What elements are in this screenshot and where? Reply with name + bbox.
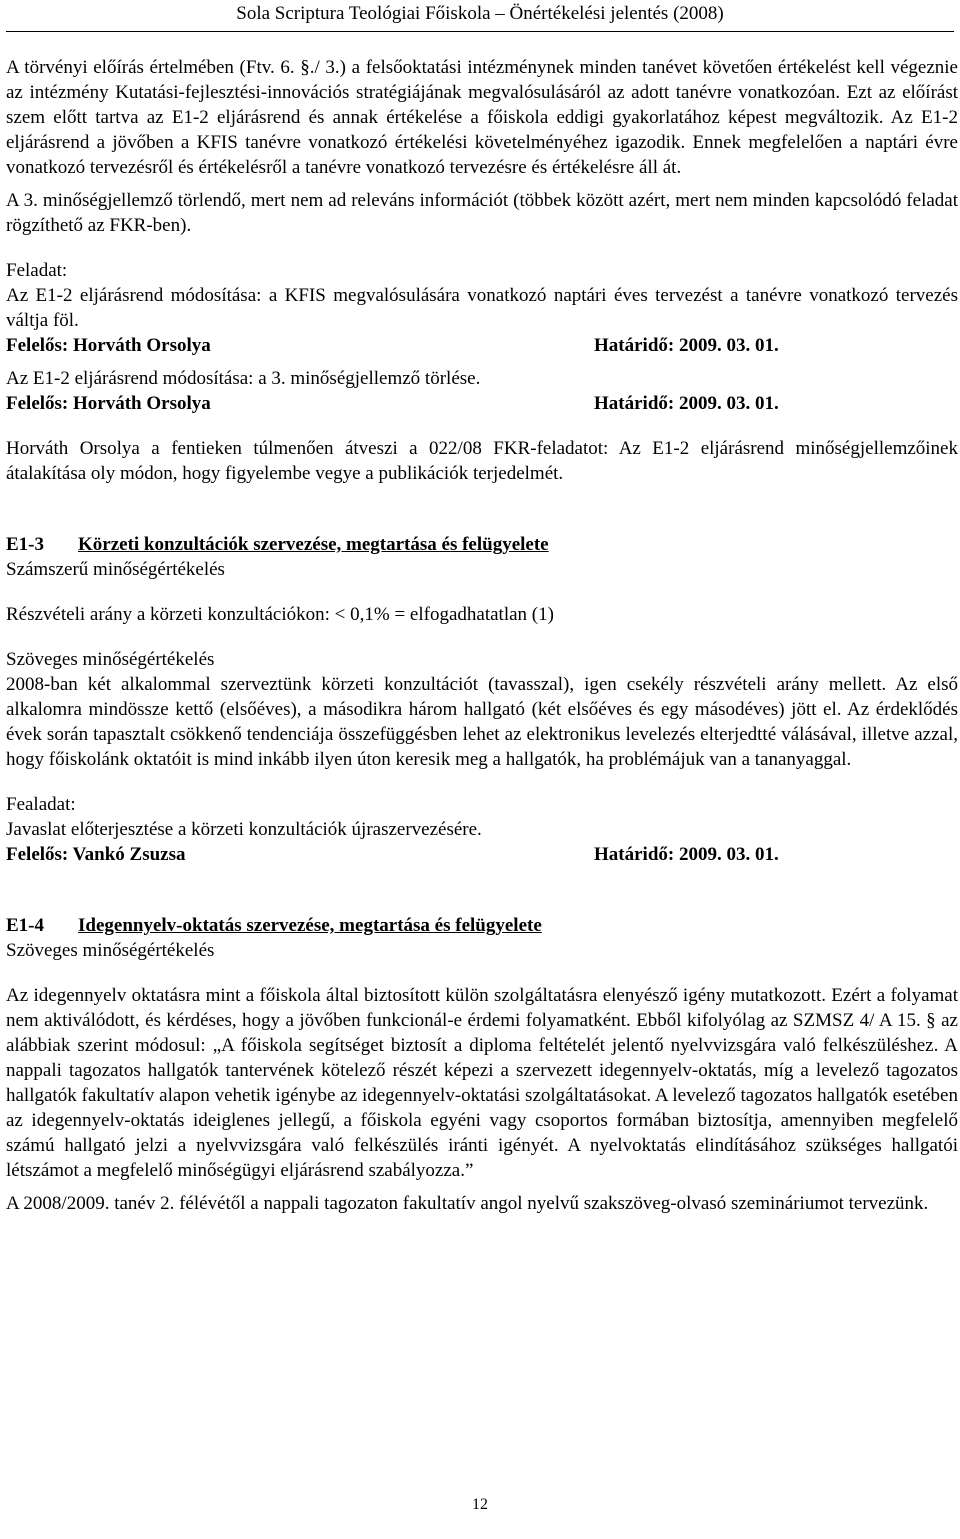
task-label: Feladat: [6,260,68,281]
document-body [6,55,958,1216]
plan-paragraph: A 2008/2009. tanév 2. félévétől a nappali tagozaton fakultatív angol nyelvű szakszöveg-olvasó szemináriumot tervezünk. [6,1193,929,1214]
quantitative-label: Számszerű minőségértékelés [6,559,225,580]
textual-evaluation: 2008-ban két alkalommal szerveztünk körzeti konzultációt (tavasszal), igen csekély részvételi arány mellett. Az első alkalomra mindössze kettő (elsőéves), a másodikra három hallgató (két elsőéves és egy másodéves) jött el. Az érdeklődés évek során tapasztalt csökkenő tendenciája összefüggésben lehet az elektronikus levelezés elterjedtté válásával, illetve azzal, hogy főiskolánk oktatóit is mind inkább ilyen úton keresik meg a hallgatók, ha problémájuk van a tananyaggal. [6,674,958,770]
deadline: Határidő: 2009. 03. 01. [594,393,779,414]
responsibility-row [6,842,958,867]
intro-paragraph: A törvényi előírás értelmében (Ftv. 6. §./ 3.) a felsőoktatási intézménynek minden tanévet követően értékelést kell végeznie az intézmény Kutatási-fejlesztési-innovációs stratégiájának megvalósulásáról az adott tanévre vonatkozóan. Ezt az előírást szem előtt tartva az E1-2 eljárásrend és annak értékelése a főiskola eddigi gyakorlatához képest megváltozik. Az E1-2 eljárásrend a jövőben a KFIS tanévre vonatkozó értékelési követelményéhez igazodik. Ennek megfelelően a naptári évre vonatkozó tervezésről és értékelésről a tanévre vonatkozó tervezésre és értékelésre áll át. [6,57,958,178]
section-title: Körzeti konzultációk szervezése, megtartása és felügyelete [78,534,549,555]
intro-paragraph-3: Horváth Orsolya a fentieken túlmenően átveszi a 022/08 FKR-feladatot: Az E1-2 eljárásrend minőségjellemzőinek átalakítása oly módon, hogy figyelembe vegye a publikációk terjedelmét. [6,438,958,484]
section-number: E1-3 [6,534,44,555]
responsible-person: Felelős: Horváth Orsolya [6,335,211,356]
header-rule [6,31,954,32]
task-text: Az E1-2 eljárásrend módosítása: a 3. minőségjellemző törlése. [6,368,481,389]
task-label: Fealadat: [6,794,76,815]
responsibility-row [6,333,958,358]
section-number: E1-4 [6,915,44,936]
page-number: 12 [472,1496,488,1513]
responsible-person: Felelős: Horváth Orsolya [6,393,211,414]
intro-paragraph-2: A 3. minőségjellemző törlendő, mert nem ad releváns információt (többek között azért, mert nem minden kapcsolódó feladat rögzíthető az FKR-ben). [6,190,958,236]
section-heading-e13 [6,532,958,557]
textual-evaluation: Az idegennyelv oktatásra mint a főiskola által biztosított külön szolgáltatásra elenyésző igény mutatkozott. Ezért a folyamat nem aktiválódott, és kérdéses, hogy a jövőben funkcionál-e érdemi folyamatként. Ebből kifolyólag az SZMSZ 4/ A 15. § az alábbiak szerint módosul: „A főiskola segítséget biztosít a diploma feltételét jelentő nyelvvizsgára való felkészüléshez. A nappali tagozatos hallgatók tantervének kötelező részét képezi a szervezett idegennyelv-oktatás, míg a levelező tagozatos hallgatók fakultatív alapon vehetik igénybe az idegennyelv-oktatási szolgáltatásokat. A levelező tagozatos hallgatók esetében az idegennyelv-oktatás ideiglenes jellegű, a főiskola egyéni vagy csoportos formában biztosítja, amennyiben megfelelő számú hallgató jelzi a nyelvvizsgára való felkészülés iránti igényét. A nyelvoktatás elindításához szükséges hallgatói létszámot a megfelelő minőségügyi eljárásrend szabályozza.” [6,985,958,1181]
textual-label: Szöveges minőségértékelés [6,940,215,961]
deadline: Határidő: 2009. 03. 01. [594,335,779,356]
section-heading-e14 [6,913,958,938]
responsibility-row [6,391,958,416]
textual-label: Szöveges minőségértékelés [6,649,215,670]
task-text: Javaslat előterjesztése a körzeti konzultációk újraszervezésére. [6,819,482,840]
quantitative-text: Részvételi arány a körzeti konzultációkon: < 0,1% = elfogadhatatlan (1) [6,604,554,625]
deadline: Határidő: 2009. 03. 01. [594,844,779,865]
running-header: Sola Scriptura Teológiai Főiskola – Önértékelési jelentés (2008) [236,3,724,24]
responsible-person: Felelős: Vankó Zsuzsa [6,844,186,865]
task-text: Az E1-2 eljárásrend módosítása: a KFIS megvalósulására vonatkozó naptári éves tervezést a tanévre vonatkozó tervezés váltja föl. [6,285,958,331]
section-title: Idegennyelv-oktatás szervezése, megtartása és felügyelete [78,915,542,936]
